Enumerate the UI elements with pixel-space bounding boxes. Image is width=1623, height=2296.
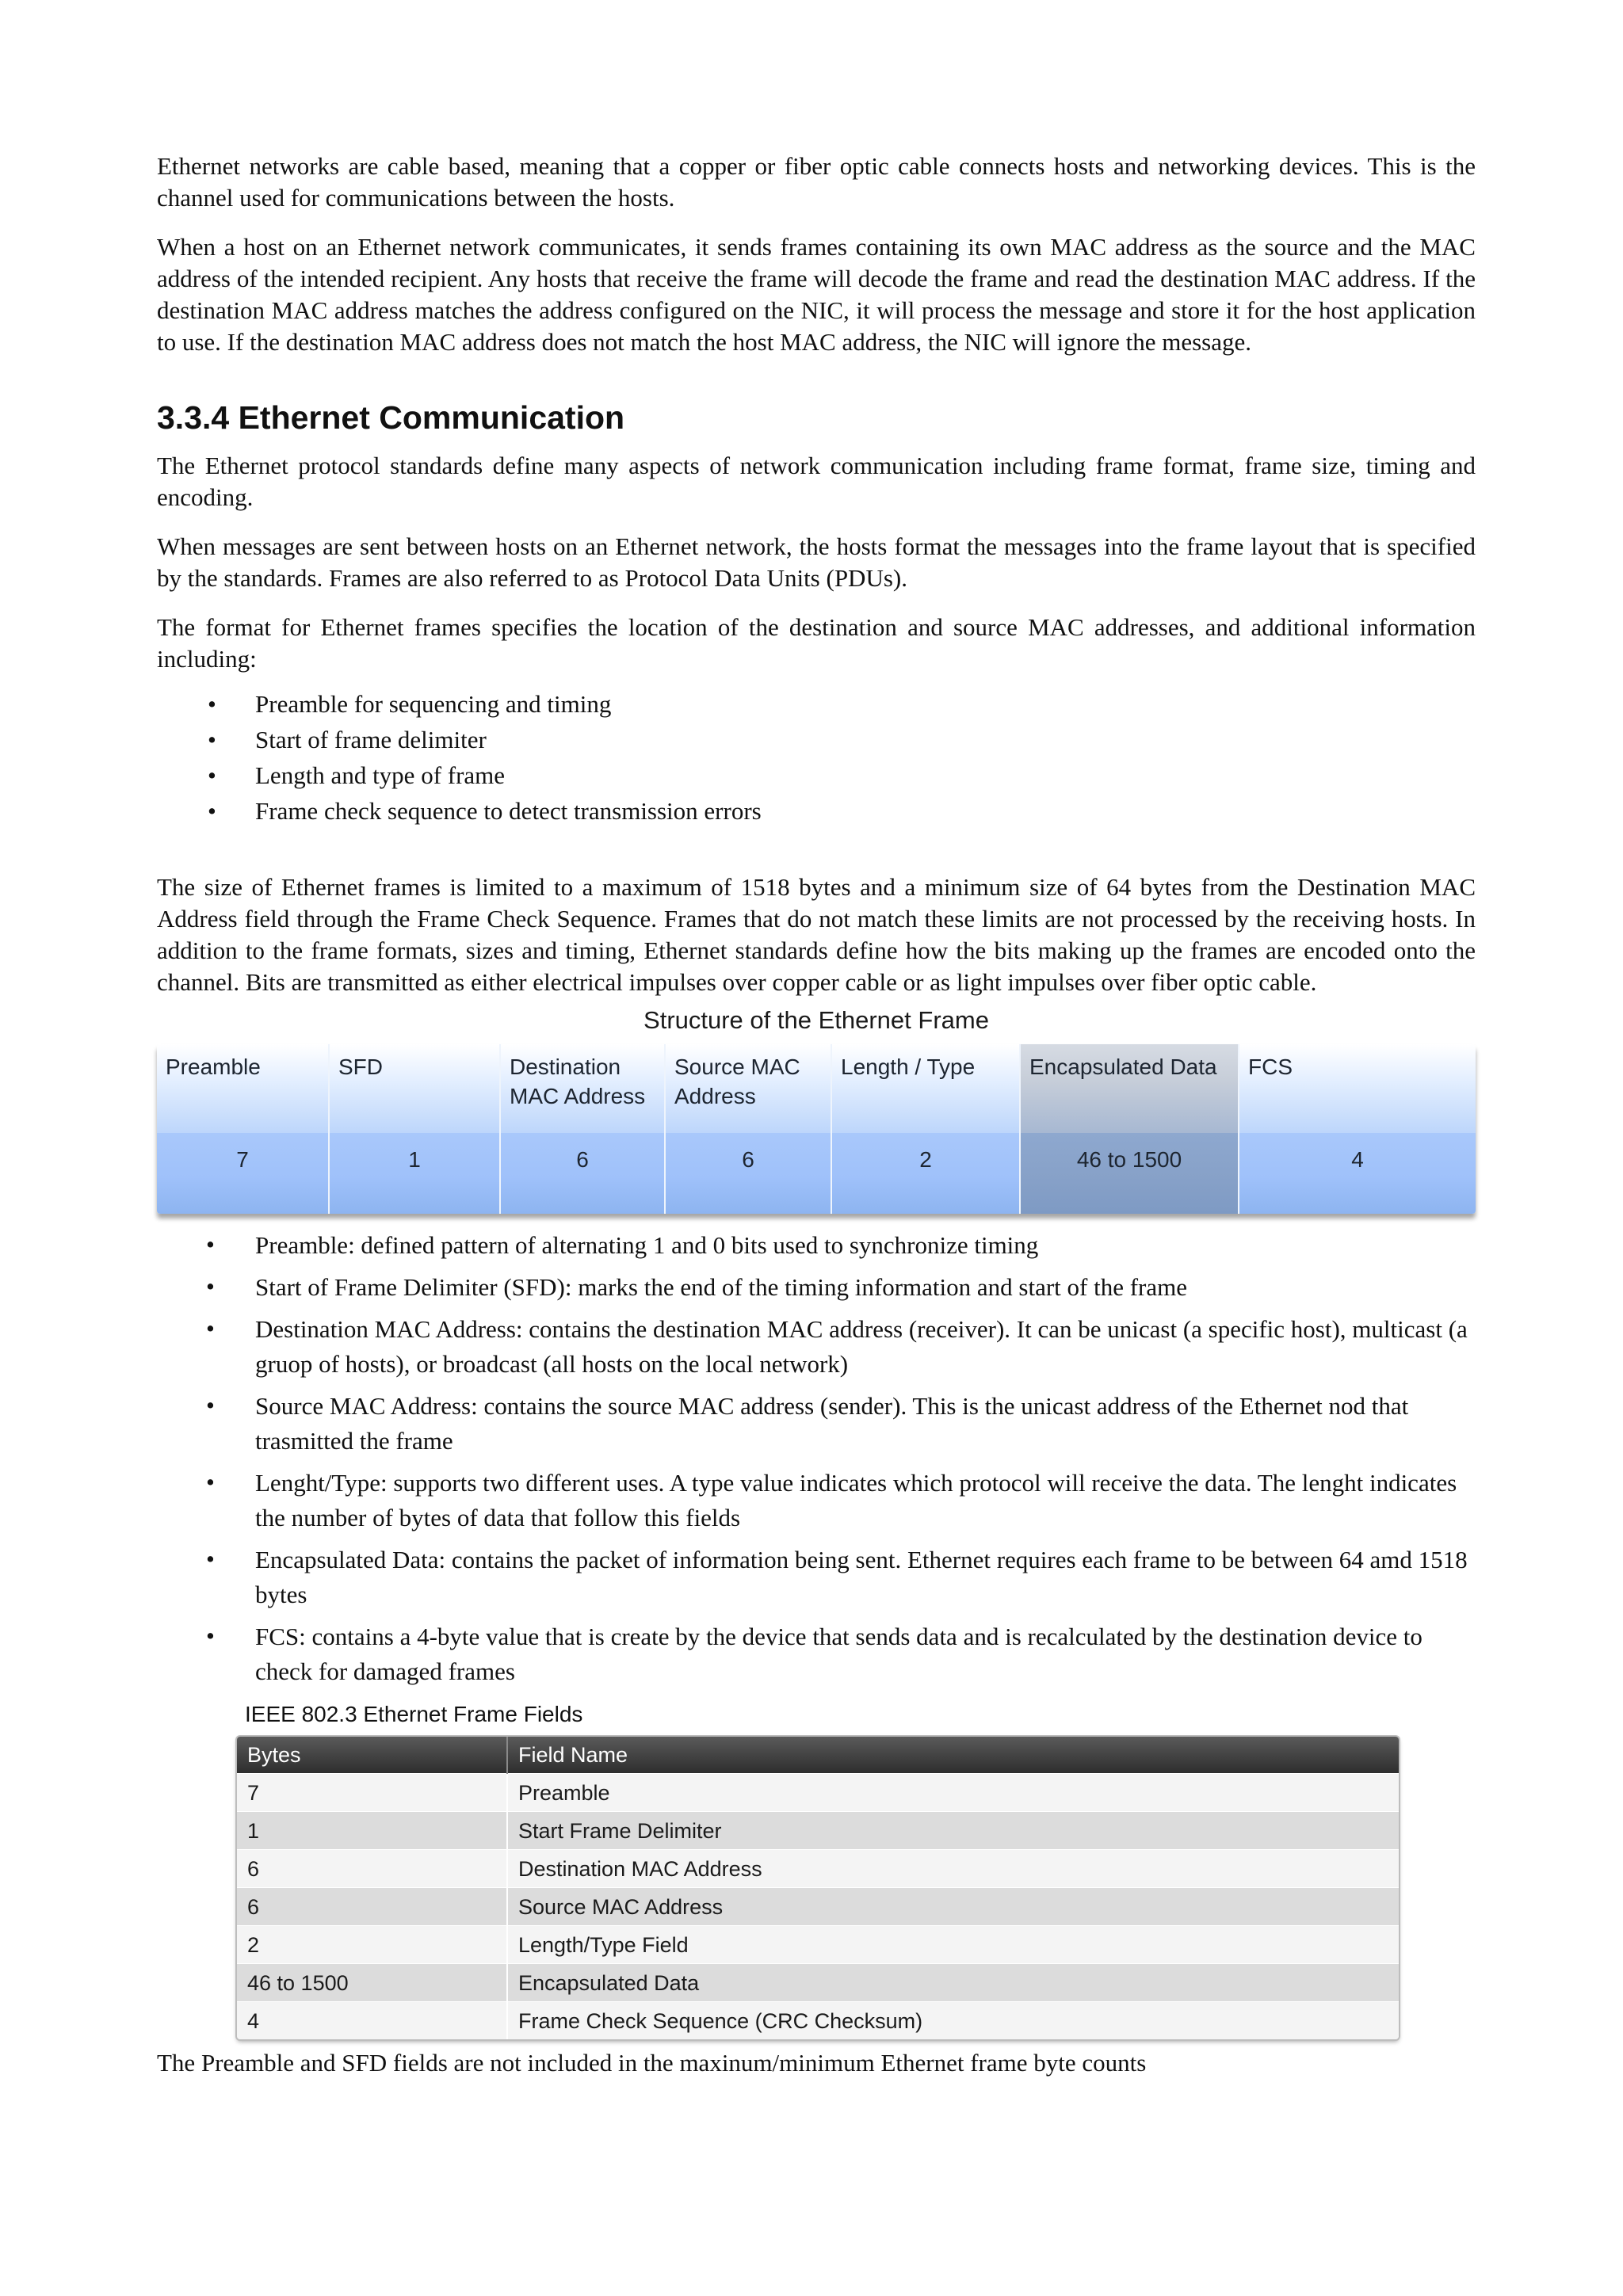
field-label: FCS: [1248, 1055, 1293, 1079]
list-item: [157, 1389, 1476, 1459]
bullet-icon: •: [206, 1272, 215, 1300]
frame-fields-table-figure: [237, 1699, 1399, 2039]
field-name-cell: Frame Check Sequence (CRC Checksum): [507, 2002, 1399, 2040]
field-label: SFD: [338, 1055, 383, 1079]
field-label: Length / Type: [841, 1055, 976, 1079]
bullet-icon: •: [206, 1230, 215, 1258]
list-item-text: Preamble for sequencing and timing: [255, 690, 612, 718]
list-item: [157, 686, 1476, 722]
table-header-row: [237, 1737, 1399, 1774]
frame-info-list: [157, 686, 1476, 829]
field-description-list: [157, 1228, 1476, 1689]
list-item: [157, 1619, 1476, 1689]
column-header-field-name: Field Name: [507, 1737, 1399, 1774]
list-item-text: FCS: contains a 4-byte value that is create by the device that sends data and is recalculated by the destination device to check for damaged frames: [255, 1623, 1423, 1685]
bullet-icon: •: [208, 690, 216, 718]
list-item-text: Length and type of frame: [255, 761, 506, 789]
table-row: [237, 1850, 1399, 1888]
section-paragraph-4: The size of Ethernet frames is limited to a maximum of 1518 bytes and a minimum size of 64 bytes from the Destination MAC Address field through the Frame Check Sequence. Frames that do not match these limits are not processed by the receiving hosts. In addition to the frame formats, sizes and timing, Ethernet standards define how the bits making up the frames are encoded onto the channel. Bits are transmitted as either electrical impulses over copper cable or as light impulses over fiber optic cable.: [157, 873, 1476, 996]
bytes-cell: 7: [237, 1774, 507, 1812]
section-heading: 3.3.4 Ethernet Communication: [157, 399, 625, 436]
field-bytes: 1: [330, 1133, 499, 1214]
frame-field-encapsulated-data: [1021, 1044, 1239, 1214]
bytes-cell: 6: [237, 1850, 507, 1888]
frame-field-source-mac: [666, 1044, 832, 1214]
column-header-bytes: Bytes: [237, 1737, 507, 1774]
list-item-text: Lenght/Type: supports two different uses. A type value indicates which protocol will receive the data. The lenght indicates the number of bytes of data that follow this fields: [255, 1469, 1457, 1531]
intro-paragraph-2: When a host on an Ethernet network communicates, it sends frames containing its own MAC address as the source and the MAC address of the intended recipient. Any hosts that receive the frame will decode the frame and read the destination MAC address. If the destination MAC address matches the address configured on the NIC, it will process the message and store it for the host application to use. If the destination MAC address does not match the host MAC address, the NIC will ignore the message.: [157, 233, 1476, 356]
table-row: [237, 1812, 1399, 1850]
field-bytes: 6: [666, 1133, 831, 1214]
field-bytes: 46 to 1500: [1021, 1133, 1238, 1214]
list-item: [157, 1312, 1476, 1382]
bytes-cell: 6: [237, 1888, 507, 1926]
frame-field-preamble: [157, 1044, 330, 1214]
section-paragraph-2: When messages are sent between hosts on an Ethernet network, the hosts format the messages into the frame layout that is specified by the standards. Frames are also referred to as Protocol Data Units (PDUs).: [157, 532, 1476, 592]
list-item: [157, 1466, 1476, 1535]
frame-structure-figure: [157, 1005, 1476, 1214]
bytes-cell: 1: [237, 1812, 507, 1850]
frame-field-destination-mac: [501, 1044, 666, 1214]
field-bytes: 7: [157, 1133, 328, 1214]
list-item: [157, 1228, 1476, 1263]
field-bytes: 6: [501, 1133, 664, 1214]
bytes-cell: 4: [237, 2002, 507, 2040]
bullet-icon: •: [208, 761, 216, 789]
bytes-cell: 2: [237, 1926, 507, 1964]
list-item-text: Start of Frame Delimiter (SFD): marks the end of the timing information and start of the frame: [255, 1273, 1187, 1301]
list-item-text: Destination MAC Address: contains the destination MAC address (receiver). It can be unicast (a specific host), multicast (a gruop of hosts), or broadcast (all hosts on the local network): [255, 1315, 1468, 1378]
table-row: [237, 1926, 1399, 1964]
list-item-text: Preamble: defined pattern of alternating 1 and 0 bits used to synchronize timing: [255, 1231, 1039, 1259]
field-name-cell: Length/Type Field: [507, 1926, 1399, 1964]
field-bytes: 2: [832, 1133, 1019, 1214]
frame-figure-title: Structure of the Ethernet Frame: [643, 1006, 989, 1034]
bytes-cell: 46 to 1500: [237, 1964, 507, 2002]
bullet-icon: •: [208, 797, 216, 825]
bullet-icon: •: [206, 1314, 215, 1342]
field-name-cell: Encapsulated Data: [507, 1964, 1399, 2002]
field-label: Preamble: [166, 1055, 261, 1079]
section-paragraph-3: The format for Ethernet frames specifies the location of the destination and source MAC addresses, and additional information including:: [157, 613, 1476, 673]
table-title: IEEE 802.3 Ethernet Frame Fields: [245, 1702, 583, 1726]
table-row: [237, 1964, 1399, 2002]
list-item-text: Encapsulated Data: contains the packet of information being sent. Ethernet requires each frame to be between 64 amd 1518 bytes: [255, 1546, 1468, 1608]
section-paragraph-1: The Ethernet protocol standards define many aspects of network communication including frame format, frame size, timing and encoding.: [157, 452, 1476, 511]
table-row: [237, 2002, 1399, 2040]
table-row: [237, 1774, 1399, 1812]
frame-diagram: [157, 1044, 1476, 1214]
list-item: [157, 1270, 1476, 1305]
field-bytes: 4: [1239, 1133, 1476, 1214]
list-item: [157, 757, 1476, 793]
field-name-cell: Destination MAC Address: [507, 1850, 1399, 1888]
field-label: Encapsulated Data: [1029, 1055, 1217, 1079]
frame-field-fcs: [1239, 1044, 1476, 1214]
list-item-text: Source MAC Address: contains the source MAC address (sender). This is the unicast address of the Ethernet nod that trasmitted the frame: [255, 1392, 1409, 1455]
field-label-line2: MAC Address: [510, 1084, 646, 1108]
field-label: Source MAC: [674, 1055, 800, 1079]
field-label-line2: Address: [674, 1084, 756, 1108]
document-page: [157, 151, 1476, 2096]
bullet-icon: •: [206, 1622, 215, 1650]
bullet-icon: •: [206, 1545, 215, 1573]
frame-field-length-type: [832, 1044, 1021, 1214]
bullet-icon: •: [208, 726, 216, 753]
list-item-text: Start of frame delimiter: [255, 726, 487, 753]
frame-field-sfd: [330, 1044, 501, 1214]
field-name-cell: Start Frame Delimiter: [507, 1812, 1399, 1850]
intro-paragraph-1: Ethernet networks are cable based, meaning that a copper or fiber optic cable connects hosts and networking devices. This is the channel used for communications between the hosts.: [157, 152, 1476, 212]
list-item: [157, 1543, 1476, 1612]
list-item-text: Frame check sequence to detect transmission errors: [255, 797, 762, 825]
bullet-icon: •: [206, 1468, 215, 1496]
field-name-cell: Source MAC Address: [507, 1888, 1399, 1926]
field-label: Destination: [510, 1055, 621, 1079]
bullet-icon: •: [206, 1391, 215, 1419]
list-item: [157, 793, 1476, 829]
frame-fields-table: [237, 1737, 1399, 2039]
footnote: The Preamble and SFD fields are not included in the maxinum/minimum Ethernet frame byte counts: [157, 2049, 1147, 2077]
table-row: [237, 1888, 1399, 1926]
list-item: [157, 722, 1476, 757]
field-name-cell: Preamble: [507, 1774, 1399, 1812]
